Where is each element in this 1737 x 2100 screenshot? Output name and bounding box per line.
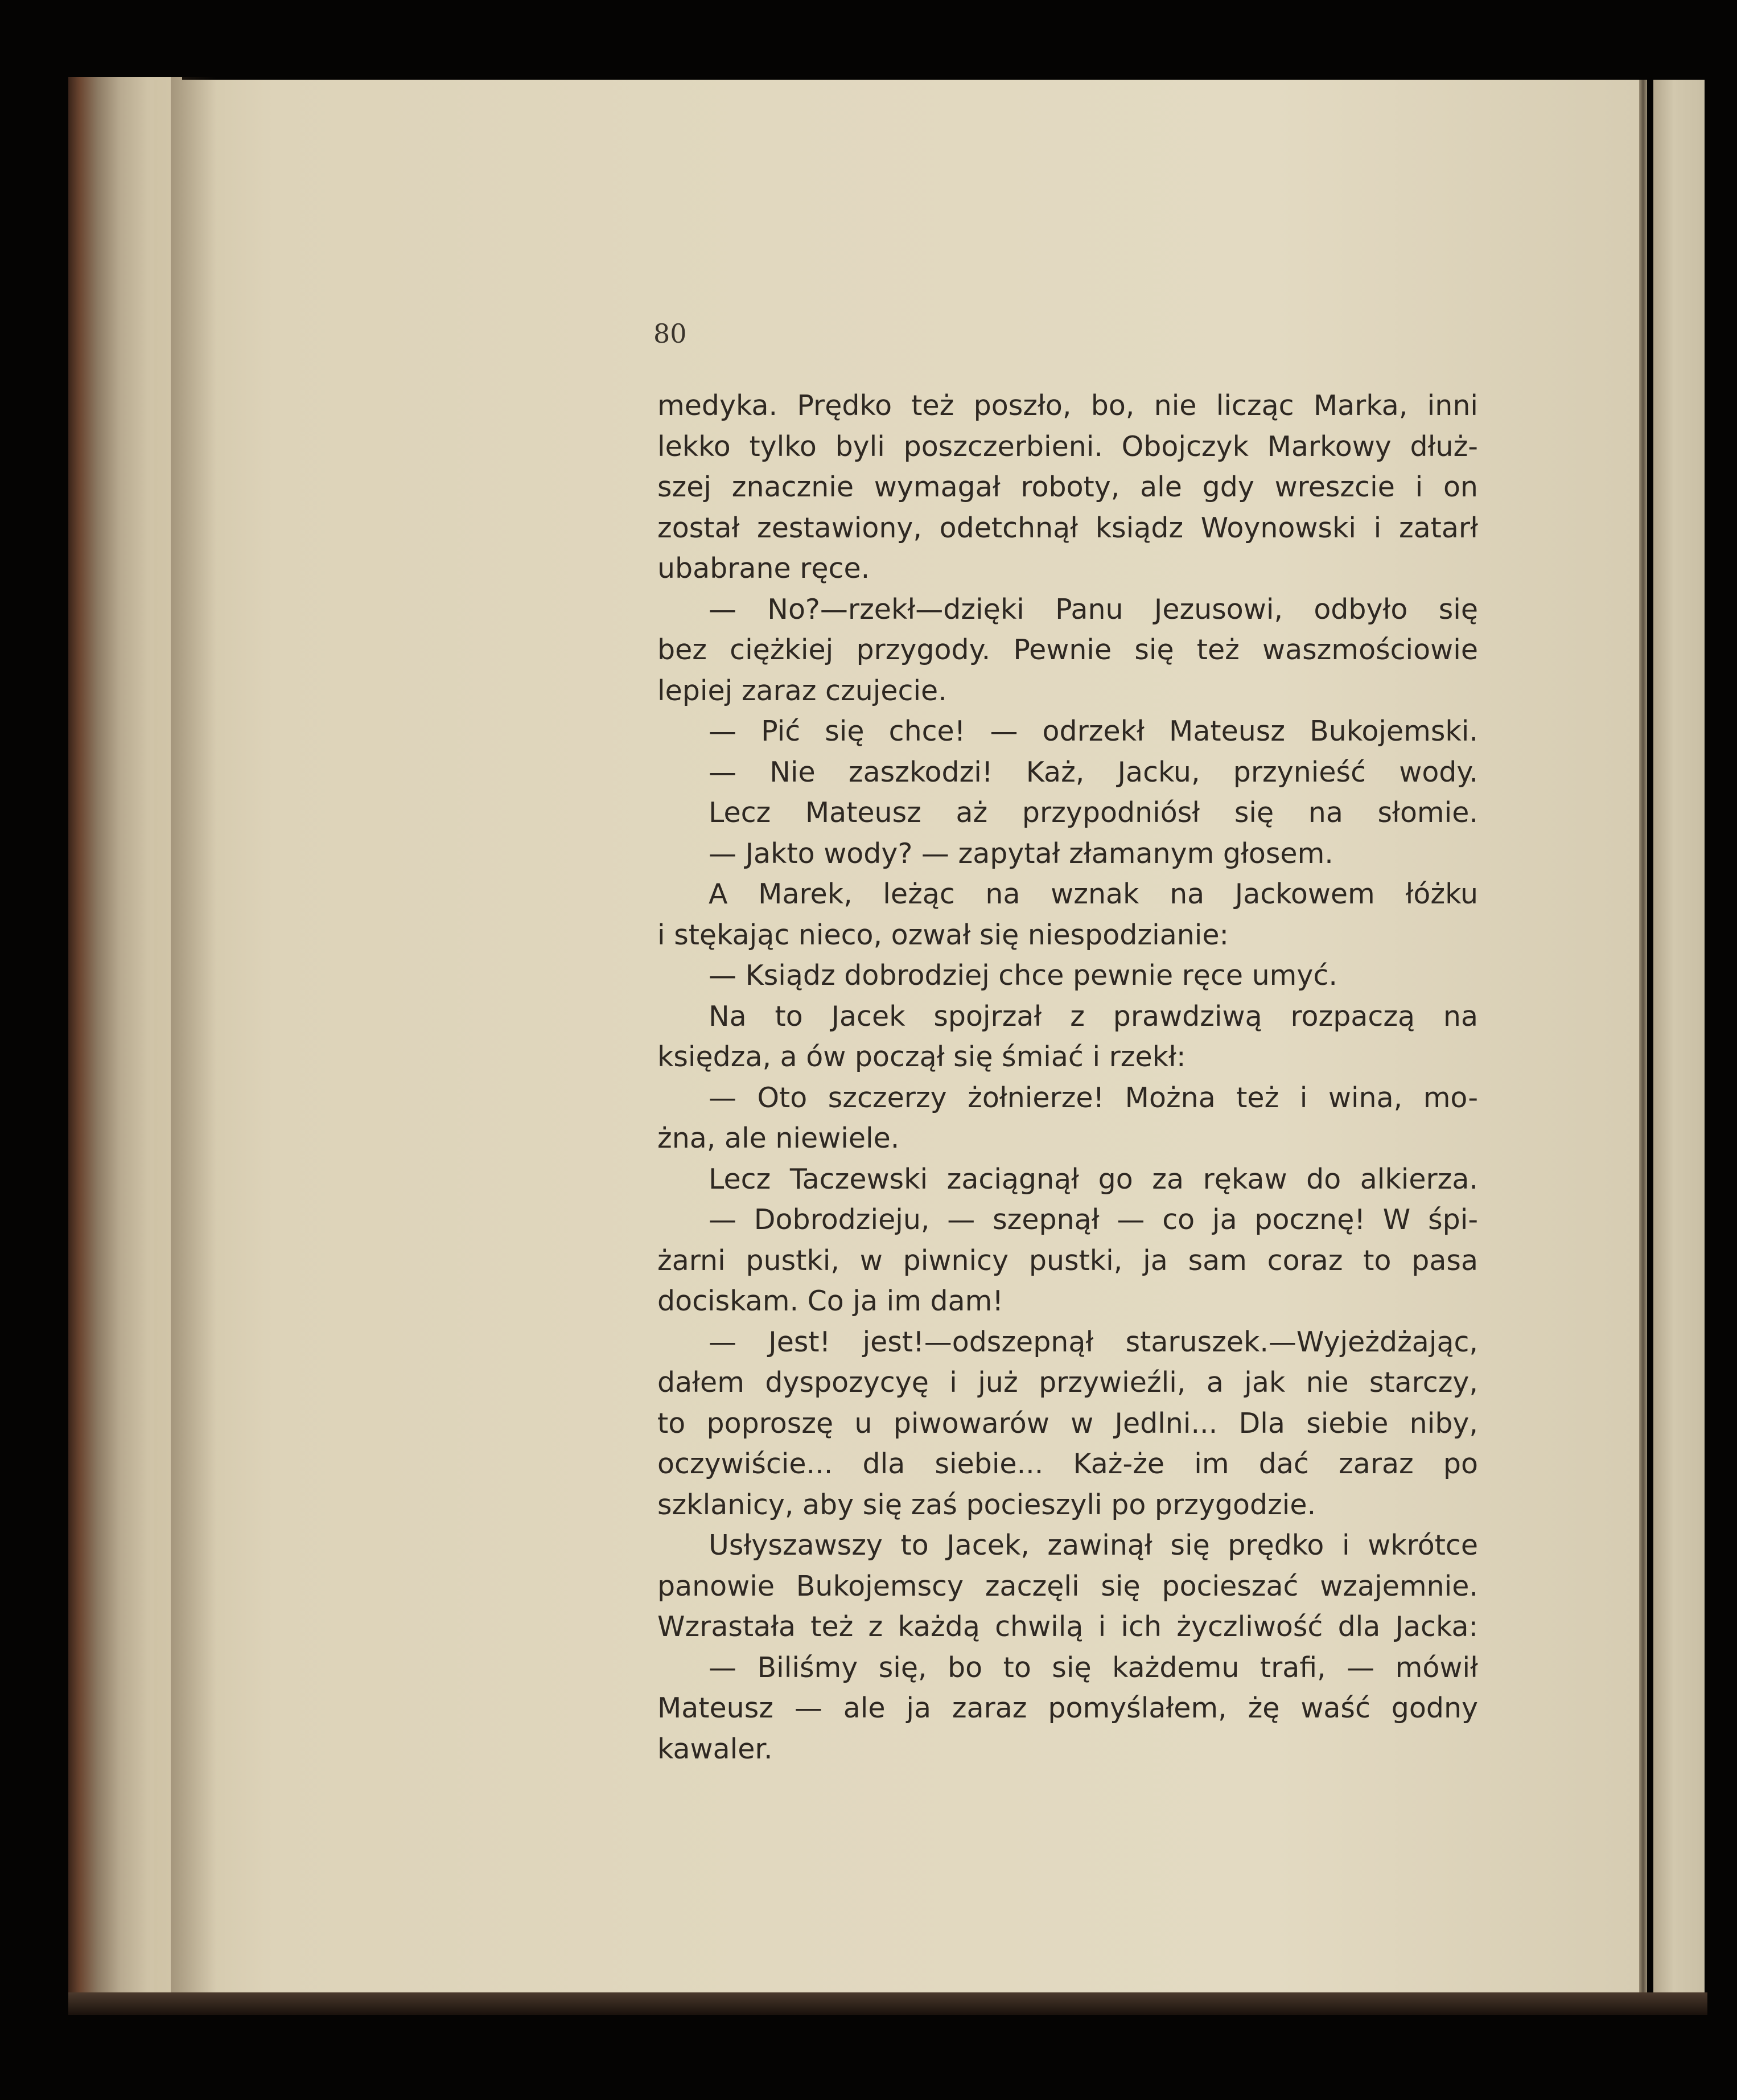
text-line: A Marek, leżąc na wznak na Jackowem łóżku (709, 878, 1478, 910)
text-line: — No?—rzekł—dzięki Panu Jezusowi, odbyło się (709, 593, 1478, 626)
text-line: — Biliśmy się, bo to się każdemu trafi, — mówił (709, 1651, 1478, 1684)
book-bottom-edge (68, 1992, 1707, 2015)
text-line: ubabrane ręce. (657, 552, 870, 585)
text-line: — Dobrodzieju, — szepnął — co ja pocznę! W śpi- (709, 1203, 1478, 1236)
text-line: został zestawiony, odetchnął ksiądz Woynowski i zatarł (657, 511, 1478, 544)
text-line: panowie Bukojemscy zaczęli się pocieszać wzajemnie. (657, 1569, 1478, 1602)
page-text (657, 385, 1478, 1769)
text-line: — Jest! jest!—odszepnął staruszek.—Wyjeżdżając, (709, 1325, 1478, 1358)
text-line: Wzrastała też z każdą chwilą i ich życzliwość dla Jacka: (657, 1610, 1478, 1643)
text-line: i stękając nieco, ozwał się niespodzianie: (657, 918, 1229, 951)
page-number: 80 (653, 318, 687, 349)
text-line: szklanicy, aby się zaś pocieszyli po przygodzie. (657, 1488, 1316, 1521)
text-line: szej znacznie wymagał roboty, ale gdy wreszcie i on (657, 471, 1478, 503)
text-line: to poproszę u piwowarów w Jedlni... Dla siebie niby, (657, 1407, 1478, 1440)
text-line: Usłyszawszy to Jacek, zawinął się prędko i wkrótce (709, 1529, 1478, 1561)
page-binding-shadow (171, 77, 216, 2004)
book-gutter (1639, 80, 1647, 1995)
text-line: oczywiście... dla siebie... Każ-że im dać zaraz po (657, 1448, 1478, 1480)
text-line: lekko tylko byli poszczerbieni. Obojczyk Markowy dłuż- (657, 430, 1478, 463)
text-line: — Oto szczerzy żołnierze! Można też i wina, mo- (709, 1081, 1478, 1114)
text-line: dociskam. Co ja im dam! (657, 1285, 1004, 1317)
text-line: księdza, a ów począł się śmiać i rzekł: (657, 1041, 1186, 1073)
text-line: — Ksiądz dobrodziej chce pewnie ręce umyć. (709, 959, 1337, 992)
text-line: kawaler. (657, 1732, 773, 1765)
text-line: Na to Jacek spojrzał z prawdziwą rozpaczą na (709, 1000, 1478, 1033)
text-line: żna, ale niewiele. (657, 1122, 900, 1154)
text-line: dałem dyspozycyę i już przywieźli, a jak nie starczy, (657, 1366, 1478, 1399)
text-line: — Nie zaszkodzi! Każ, Jacku, przynieść wody. (709, 755, 1478, 788)
text-line: Lecz Mateusz aż przypodniósł się na słomie. (709, 796, 1478, 829)
text-line: — Jakto wody? — zapytał złamanym głosem. (709, 837, 1333, 870)
facing-page-edge (1653, 80, 1705, 1995)
text-line: lepiej zaraz czujecie. (657, 674, 947, 707)
text-line: Mateusz — ale ja zaraz pomyślałem, żę waść godny (657, 1692, 1478, 1724)
text-line: — Pić się chce! — odrzekł Mateusz Bukojemski. (709, 715, 1478, 747)
text-line: Lecz Taczewski zaciągnął go za rękaw do alkierza. (709, 1162, 1478, 1195)
text-line: medyka. Prędko też poszło, bo, nie licząc Marka, inni (657, 389, 1478, 422)
text-line: żarni pustki, w piwnicy pustki, ja sam coraz to pasa (657, 1244, 1478, 1277)
text-line: bez ciężkiej przygody. Pewnie się też waszmościowie (657, 634, 1478, 666)
